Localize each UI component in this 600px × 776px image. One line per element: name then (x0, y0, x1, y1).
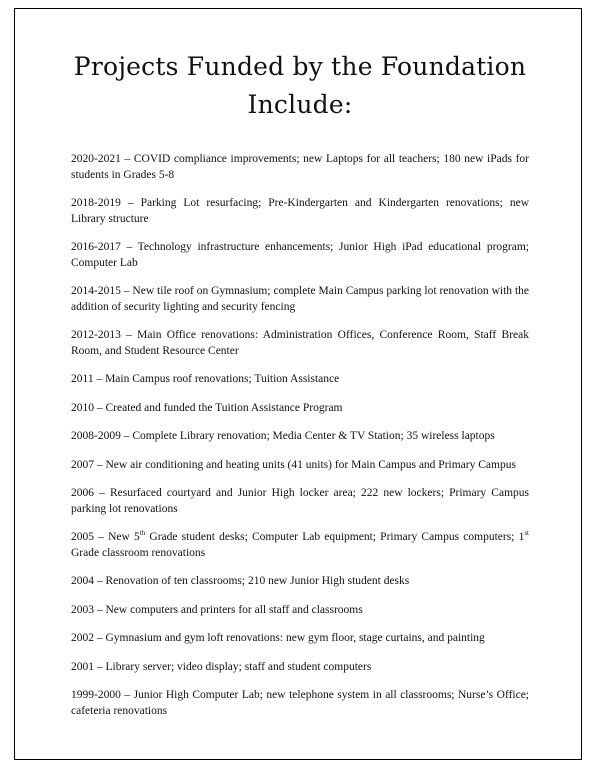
project-entry-2016-2017: 2016-2017 – Technology infrastructure enhancements; Junior High iPad educational program; Computer Lab (71, 241, 529, 269)
project-entry-2005 (71, 530, 529, 561)
project-entry-2018-2019: 2018-2019 – Parking Lot resurfacing; Pre-Kindergarten and Kindergarten renovations; new Library structure (71, 197, 529, 225)
project-entry-2006: 2006 – Resurfaced courtyard and Junior High locker area; 222 new lockers; Primary Campus parking lot renovations (71, 487, 529, 515)
ordinal-suffix-st: st (524, 529, 529, 538)
project-entry-1999-2000: 1999-2000 – Junior High Computer Lab; new telephone system in all classrooms; Nurse’s Office; cafeteria renovations (71, 689, 529, 717)
project-entry-2008-2009: 2008-2009 – Complete Library renovation; Media Center & TV Station; 35 wireless laptops (71, 430, 495, 442)
project-entry-2005-part-3: Grade classroom renovations (71, 546, 206, 559)
ordinal-suffix-th: th (139, 529, 146, 538)
page-title-line-1: Projects Funded by the Foundation (73, 52, 527, 81)
page-title-line-2: Include: (247, 90, 353, 119)
project-entry-2003: 2003 – New computers and printers for all staff and classrooms (71, 603, 363, 616)
project-entry-2014-2015: 2014-2015 – New tile roof on Gymnasium; complete Main Campus parking lot renovation with the addition of security lighting and security fencing (71, 285, 529, 313)
page-title (0, 48, 600, 124)
project-entry-2004: 2004 – Renovation of ten classrooms; 210 new Junior High student desks (71, 575, 410, 587)
project-entry-2010: 2010 – Created and funded the Tuition Assistance Program (71, 401, 343, 414)
project-entry-2002: 2002 – Gymnasium and gym loft renovations: new gym floor, stage curtains, and painting (71, 632, 485, 644)
project-entry-2005-part-2: Grade student desks; Computer Lab equipment; Primary Campus computers; 1 (145, 531, 525, 543)
project-entry-2007: 2007 – New air conditioning and heating units (41 units) for Main Campus and Primary Campus (71, 458, 516, 471)
project-entry-2020-2021: 2020-2021 – COVID compliance improvements; new Laptops for all teachers; 180 new iPads for students in Grades 5-8 (71, 153, 529, 181)
project-entry-2011: 2011 – Main Campus roof renovations; Tuition Assistance (71, 373, 340, 385)
project-entry-2001: 2001 – Library server; video display; staff and student computers (71, 660, 372, 673)
project-entry-2005-part-1: 2005 – New 5 (71, 531, 140, 543)
project-entry-2012-2013: 2012-2013 – Main Office renovations: Administration Offices, Conference Room, Staff Break Room, and Student Resource Center (71, 329, 529, 357)
project-list (71, 152, 529, 732)
